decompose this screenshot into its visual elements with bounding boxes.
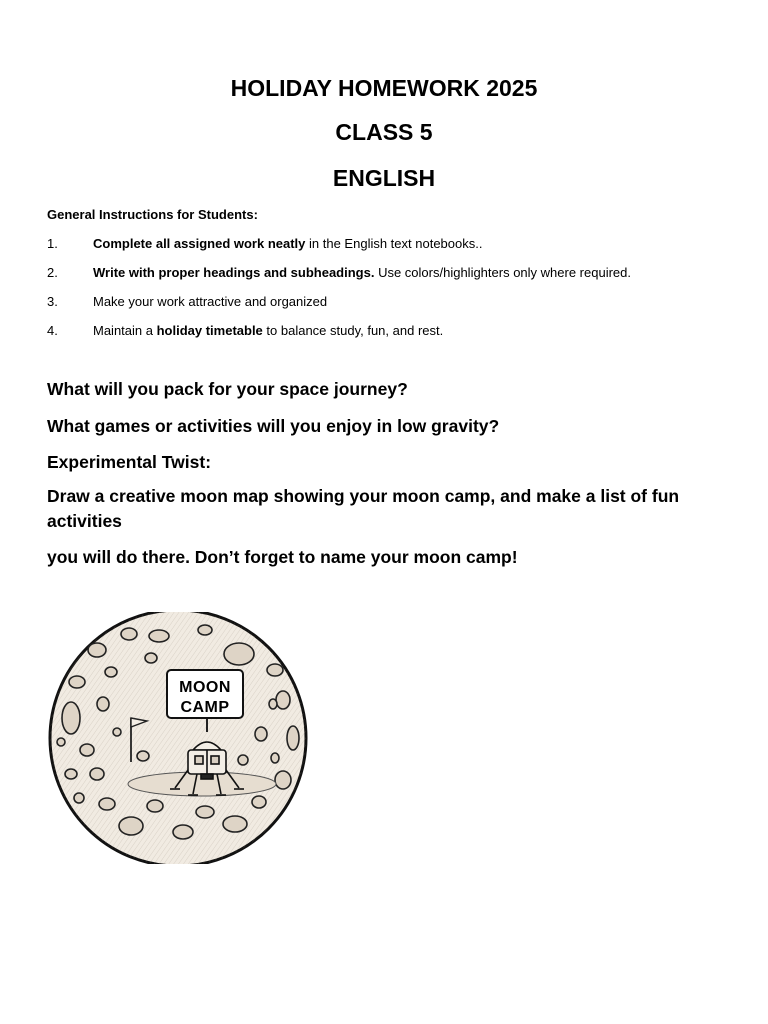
sign-text-line2: CAMP [180,699,230,716]
instruction-rest: in the English text notebooks.. [305,236,483,251]
question-pack: What will you pack for your space journey? [47,379,408,399]
task-line-1: Draw a creative moon map showing your moon camp, and make a list of fun activities [47,486,680,531]
instruction-pre: Maintain a [93,323,157,338]
instruction-bold: holiday timetable [156,323,263,338]
instruction-rest: Use colors/highlighters only where required. [374,265,631,280]
subject-heading: ENGLISH [332,165,436,191]
instruction-text [93,322,443,339]
experimental-twist-heading: Experimental Twist: [47,452,212,472]
instruction-number: 1. [47,236,58,251]
instruction-text: Make your work attractive and organized [93,294,328,309]
instruction-bold: Complete all assigned work neatly [93,236,306,251]
instruction-number: 2. [47,265,58,280]
instruction-number: 3. [47,294,58,309]
instruction-text [93,264,631,281]
instruction-rest: to balance study, fun, and rest. [262,323,444,338]
instruction-text [93,235,482,252]
clipped-text-fragment [47,601,127,607]
class-heading: CLASS 5 [335,119,433,145]
task-line-2: you will do there. Don’t forget to name your moon camp! [47,547,518,567]
page-title: HOLIDAY HOMEWORK 2025 [230,75,538,101]
sign-text-line1: MOON [179,679,231,696]
moon-camp-illustration [47,612,309,864]
instruction-number: 4. [47,323,58,338]
instruction-bold: Write with proper headings and subheadings. [93,265,375,280]
question-games: What games or activities will you enjoy in low gravity? [47,416,500,436]
instructions-heading: General Instructions for Students: [47,207,258,222]
